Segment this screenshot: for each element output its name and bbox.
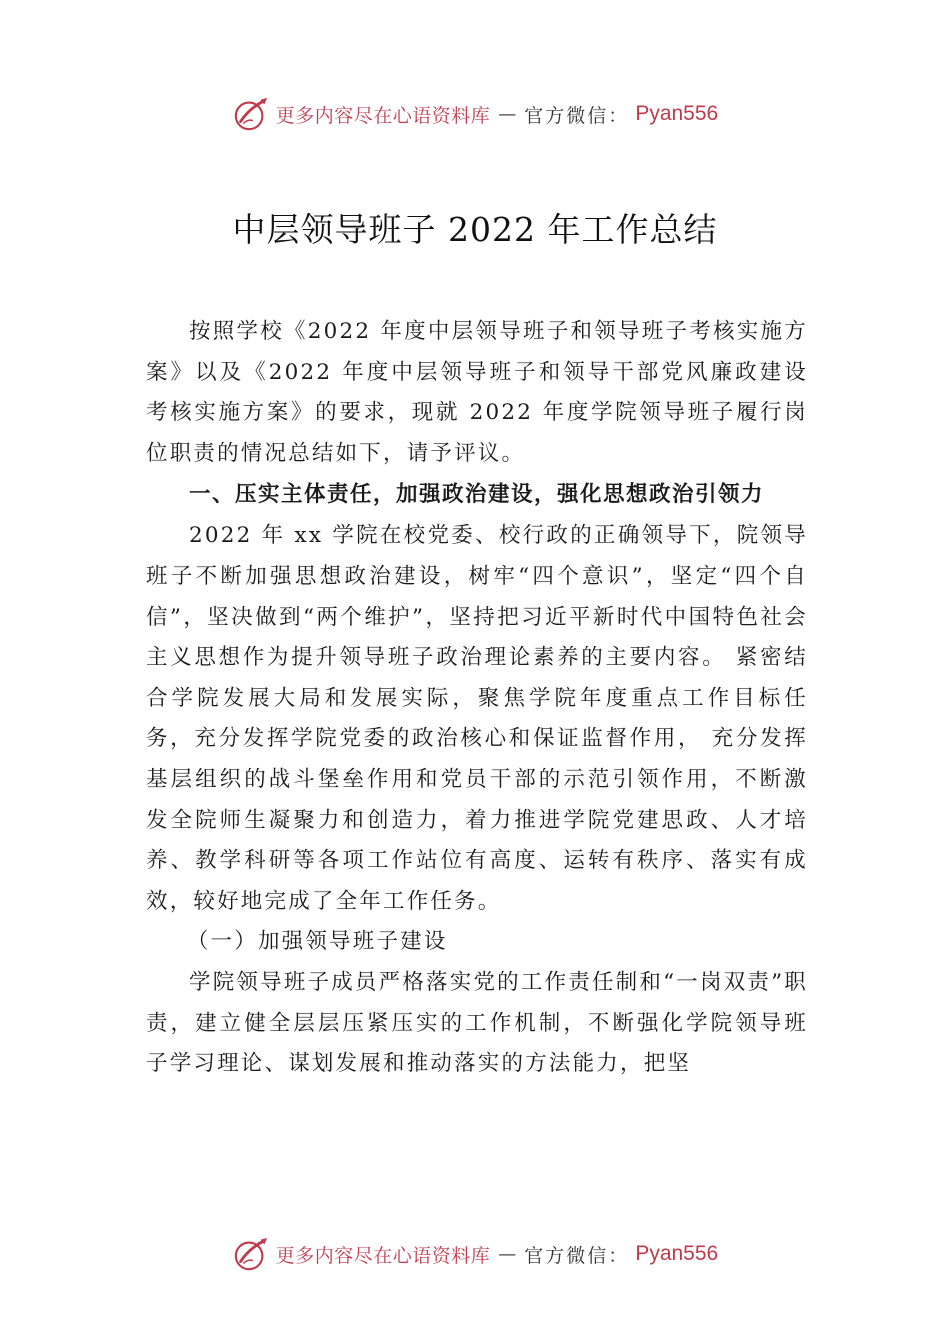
section-heading-1: 一、压实主体责任，加强政治建设，强化思想政治引领力 — [189, 482, 765, 508]
subsection-1-paragraph: 学院领导班子成员严格落实党的工作责任制和“一岗双责”职责，建立健全层层压紧压实的工作机制，不断强化学院领导班子学习理论、谋划发展和推动落实的方法能力，把坚 — [146, 969, 808, 1077]
watermark-dash: — — [498, 1243, 517, 1265]
document-body — [146, 312, 808, 1085]
section-1-paragraph: 2022 年 xx 学院在校党委、校行政的正确领导下，院领导班子不断加强思想政治建设，树牢“四个意识”，坚定“四个自信”，坚决做到“两个维护”，坚持把习近平新时代中国特色社会主义思想作为提升领导班子政治理论素养的主要内容。 紧密结合学院发展大局和发展实际，聚焦学院年度重点工作目标任务，充分发挥学院党委的政治核心和保证监督作用， 充分发挥基层组织的战斗堡垒作用和党员干部的示范引领作用，不断激发全院师生凝聚力和创造力，着力推进学院党建思政、人才培养、教学科研等各项工作站位有高度、运转有秩序、落实有成效，较好地完成了全年工作任务。 — [146, 523, 808, 914]
watermark-banner-top — [0, 94, 950, 134]
watermark-text: 更多内容尽在心语资料库 — [275, 104, 491, 127]
watermark-wechat-label: 官方微信： — [524, 104, 630, 127]
pen-seal-logo-icon — [232, 95, 270, 133]
watermark-wechat-id: Pyan556 — [635, 1242, 719, 1265]
watermark-text: 更多内容尽在心语资料库 — [275, 1244, 491, 1267]
watermark-wechat-id: Pyan556 — [635, 102, 719, 125]
intro-paragraph: 按照学校《2022 年度中层领导班子和领导班子考核实施方案》以及《2022 年度中层领导班子和领导干部党风廉政建设考核实施方案》的要求，现就 2022 年度学院领导班子履行岗位职责的情况总结如下，请予评议。 — [146, 319, 808, 466]
pen-seal-logo-icon — [232, 1235, 270, 1273]
watermark-banner-bottom — [0, 1234, 950, 1274]
watermark-dash: — — [498, 103, 517, 125]
subsection-heading-1: （一）加强领导班子建设 — [186, 929, 448, 955]
document-title: 中层领导班子 2022 年工作总结 — [232, 210, 718, 249]
watermark-wechat-label: 官方微信： — [524, 1244, 630, 1267]
